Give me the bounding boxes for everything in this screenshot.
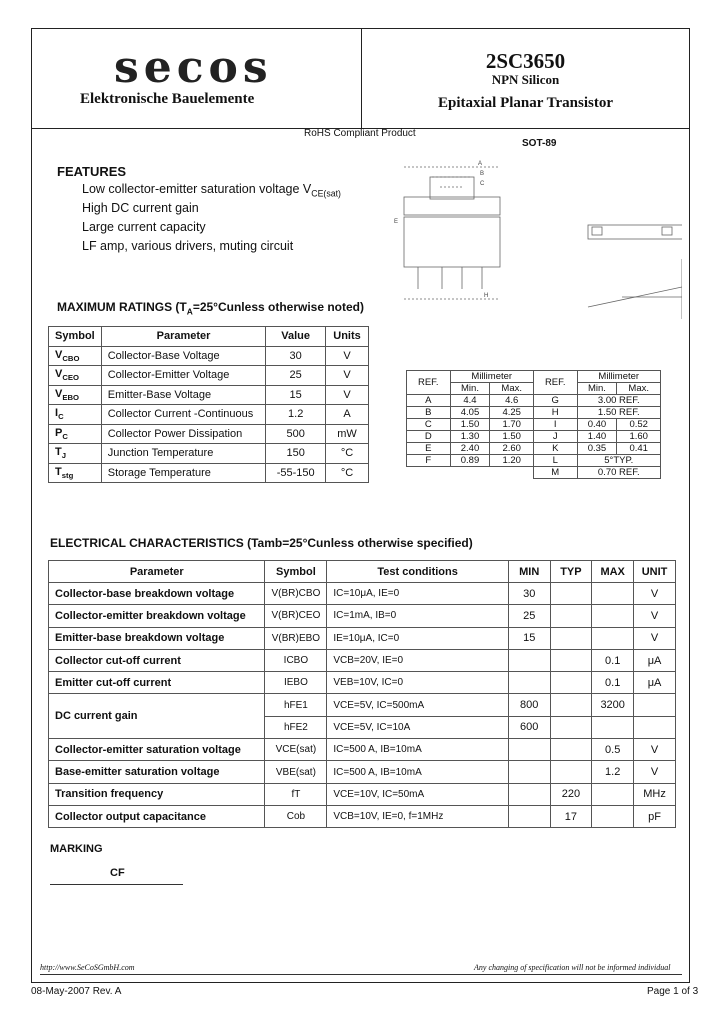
col-header-unit: UNIT	[634, 561, 676, 583]
typ-cell	[550, 627, 592, 649]
typ-cell: 17	[550, 805, 592, 827]
max-cell	[592, 583, 634, 605]
company-name: Elektronische Bauelemente	[80, 91, 255, 107]
datasheet-frame	[31, 28, 690, 983]
unit-cell: V	[634, 605, 676, 627]
max-cell: 1.2	[592, 761, 634, 783]
typ-cell	[550, 583, 592, 605]
ref-header: REF.	[407, 371, 451, 395]
condition-cell: IC=500 A, IB=10mA	[327, 761, 509, 783]
symbol-cell: V(BR)CBO	[265, 583, 327, 605]
value-cell: 3.00 REF.	[577, 395, 661, 407]
ref-cell: E	[407, 443, 451, 455]
symbol-cell: VCE(sat)	[265, 739, 327, 761]
table-row	[407, 431, 661, 443]
ref-header: REF.	[533, 371, 577, 395]
max-header: Max.	[490, 383, 534, 395]
header	[32, 29, 689, 129]
parameter-cell: Junction Temperature	[101, 444, 266, 464]
typ-cell	[550, 761, 592, 783]
marking-title: MARKING	[50, 843, 103, 855]
footer-divider	[40, 974, 682, 975]
unit-cell	[634, 694, 676, 716]
dimensions-table	[406, 370, 661, 479]
max-ratings-title: MAXIMUM RATINGS ($T_A=25^\circ Cunless$ otherwise noted)	[57, 300, 365, 317]
parameter-cell: Collector cut-off current	[49, 649, 265, 671]
max-cell: 1.70	[490, 419, 534, 431]
symbol-cell: VBE(sat)	[265, 761, 327, 783]
table-row	[49, 463, 369, 483]
unit-cell: V	[634, 761, 676, 783]
table-row	[49, 346, 369, 366]
condition-cell: IC=1mA, IB=0	[327, 605, 509, 627]
min-cell: 25	[508, 605, 550, 627]
secos-logo: secos	[114, 42, 273, 93]
max-cell	[592, 783, 634, 805]
max-ratings-table	[48, 326, 369, 483]
typ-cell	[550, 694, 592, 716]
symbol-cell: $V_{CBO}$	[49, 346, 102, 366]
symbol-cell: hFE2	[265, 716, 327, 738]
max-header: Max.	[617, 383, 661, 395]
min-cell	[508, 761, 550, 783]
ref-cell: D	[407, 431, 451, 443]
ref-cell: M	[533, 467, 577, 479]
condition-cell: VCB=20V, IE=0	[327, 649, 509, 671]
dim-letter-h: H	[484, 293, 489, 299]
ref-cell: K	[533, 443, 577, 455]
typ-cell: 220	[550, 783, 592, 805]
parameter-cell: DC current gain	[49, 694, 265, 739]
table-row	[49, 783, 676, 805]
max-cell: 1.20	[490, 455, 534, 467]
subtitle-type: NPN Silicon	[491, 72, 560, 87]
unit-cell: V	[634, 627, 676, 649]
parameter-cell: Collector Current -Continuous	[101, 405, 266, 425]
unit-cell: A	[326, 405, 369, 425]
max-cell: 0.1	[592, 672, 634, 694]
unit-cell	[634, 716, 676, 738]
condition-cell: VCE=5V, IC=500mA	[327, 694, 509, 716]
rohs-label: RoHS Compliant Product	[304, 128, 416, 139]
millimeter-header: Millimeter	[577, 371, 661, 383]
unit-cell: V	[326, 346, 369, 366]
unit-cell: V	[634, 583, 676, 605]
parameter-cell: Collector output capacitance	[49, 805, 265, 827]
feature-item: High DC current gain	[82, 201, 199, 215]
parameter-cell: Emitter cut-off current	[49, 672, 265, 694]
min-cell: 1.30	[450, 431, 490, 443]
unit-cell: mW	[326, 424, 369, 444]
ref-cell: I	[533, 419, 577, 431]
min-cell	[508, 805, 550, 827]
package-label: SOT-89	[522, 138, 557, 149]
max-cell: 1.60	[617, 431, 661, 443]
max-cell	[592, 627, 634, 649]
table-row	[407, 467, 661, 479]
feature-item: Low collector-emitter saturation voltage $V_{CE(sat)}$	[82, 182, 341, 199]
value-cell: 1.2	[266, 405, 326, 425]
min-cell	[508, 783, 550, 805]
col-header-units: Units	[326, 327, 369, 347]
parameter-cell: Collector-emitter breakdown voltage	[49, 605, 265, 627]
table-row	[49, 605, 676, 627]
ref-cell: F	[407, 455, 451, 467]
parameter-cell: Transition frequency	[49, 783, 265, 805]
max-cell	[592, 805, 634, 827]
parameter-cell: Collector-Base Voltage	[101, 346, 266, 366]
symbol-cell: fT	[265, 783, 327, 805]
symbol-cell: $I_C$	[49, 405, 102, 425]
symbol-cell: hFE1	[265, 694, 327, 716]
condition-cell: IC=500 A, IB=10mA	[327, 739, 509, 761]
max-cell	[592, 716, 634, 738]
max-cell: 0.5	[592, 739, 634, 761]
page-number: Page 1 of 3	[647, 986, 699, 997]
col-header-min: MIN	[508, 561, 550, 583]
col-header-parameter: Parameter	[49, 561, 265, 583]
value-cell: 500	[266, 424, 326, 444]
col-header-symbol: Symbol	[265, 561, 327, 583]
parameter-cell: Emitter-Base Voltage	[101, 385, 266, 405]
parameter-cell: Emitter-base breakdown voltage	[49, 627, 265, 649]
min-cell: 0.89	[450, 455, 490, 467]
max-cell: 4.25	[490, 407, 534, 419]
table-row	[407, 443, 661, 455]
table-row	[407, 395, 661, 407]
condition-cell: VCB=10V, IE=0, f=1MHz	[327, 805, 509, 827]
parameter-cell: Base-emitter saturation voltage	[49, 761, 265, 783]
feature-item: LF amp, various drivers, muting circuit	[82, 239, 294, 253]
col-header-conditions: Test conditions	[327, 561, 509, 583]
symbol-cell: $T_{stg}$	[49, 463, 102, 483]
typ-cell	[550, 716, 592, 738]
table-row	[407, 407, 661, 419]
max-cell: 2.60	[490, 443, 534, 455]
max-cell: 0.41	[617, 443, 661, 455]
unit-cell: °C	[326, 444, 369, 464]
max-cell	[592, 605, 634, 627]
typ-cell	[550, 605, 592, 627]
min-cell: 800	[508, 694, 550, 716]
symbol-cell: $T_J$	[49, 444, 102, 464]
part-number: 2SC3650	[485, 49, 566, 73]
ref-cell: L	[533, 455, 577, 467]
electrical-table	[48, 560, 676, 828]
unit-cell: V	[634, 739, 676, 761]
table-row	[49, 385, 369, 405]
col-header-parameter: Parameter	[101, 327, 266, 347]
table-row	[49, 627, 676, 649]
symbol-cell: $V_{EBO}$	[49, 385, 102, 405]
min-cell: 0.35	[577, 443, 617, 455]
dim-letter-b: B	[480, 171, 485, 177]
unit-cell: μA	[634, 672, 676, 694]
typ-cell	[550, 649, 592, 671]
max-cell: 4.6	[490, 395, 534, 407]
millimeter-header: Millimeter	[450, 371, 533, 383]
features-title: FEATURES	[57, 164, 127, 179]
symbol-cell: V(BR)EBO	[265, 627, 327, 649]
table-row	[49, 694, 676, 716]
parameter-cell: Collector-Emitter Voltage	[101, 366, 266, 386]
min-cell: 15	[508, 627, 550, 649]
electrical-title: ELECTRICAL CHARACTERISTICS (Tamb=25°Cunless otherwise specified)	[50, 536, 473, 550]
max-cell: 3200	[592, 694, 634, 716]
min-header: Min.	[450, 383, 490, 395]
table-row	[49, 444, 369, 464]
empty-cell	[407, 467, 534, 479]
symbol-cell: ICBO	[265, 649, 327, 671]
ref-cell: C	[407, 419, 451, 431]
unit-cell: °C	[326, 463, 369, 483]
typ-cell	[550, 739, 592, 761]
table-row	[49, 366, 369, 386]
min-cell: 2.40	[450, 443, 490, 455]
unit-cell: V	[326, 366, 369, 386]
table-row	[49, 424, 369, 444]
table-row	[49, 739, 676, 761]
table-row	[407, 455, 661, 467]
table-row	[49, 649, 676, 671]
table-row	[49, 583, 676, 605]
parameter-cell: Collector-emitter saturation voltage	[49, 739, 265, 761]
min-cell: 0.40	[577, 419, 617, 431]
ref-cell: A	[407, 395, 451, 407]
unit-cell: V	[326, 385, 369, 405]
col-header-typ: TYP	[550, 561, 592, 583]
header-brand	[32, 29, 362, 129]
min-cell	[508, 672, 550, 694]
condition-cell: IC=10μA, IE=0	[327, 583, 509, 605]
package-outline-drawing	[392, 159, 682, 319]
condition-cell: IE=10μA, IC=0	[327, 627, 509, 649]
unit-cell: pF	[634, 805, 676, 827]
min-header: Min.	[577, 383, 617, 395]
value-cell: 15	[266, 385, 326, 405]
ref-cell: H	[533, 407, 577, 419]
unit-cell: μA	[634, 649, 676, 671]
footer-url[interactable]: http://www.SeCoSGmbH.com	[40, 963, 135, 972]
condition-cell: VEB=10V, IC=0	[327, 672, 509, 694]
parameter-cell: Collector Power Dissipation	[101, 424, 266, 444]
symbol-cell: V(BR)CEO	[265, 605, 327, 627]
value-cell: 25	[266, 366, 326, 386]
dim-letter-e: E	[394, 219, 399, 225]
parameter-cell: Collector-base breakdown voltage	[49, 583, 265, 605]
revision-date: 08-May-2007 Rev. A	[31, 986, 122, 997]
table-row	[407, 419, 661, 431]
value-cell: 30	[266, 346, 326, 366]
min-cell: 30	[508, 583, 550, 605]
symbol-cell: $P_C$	[49, 424, 102, 444]
value-cell: -55-150	[266, 463, 326, 483]
feature-item: Large current capacity	[82, 220, 206, 234]
max-cell: 1.50	[490, 431, 534, 443]
unit-cell: MHz	[634, 783, 676, 805]
col-header-max: MAX	[592, 561, 634, 583]
value-cell: 1.50 REF.	[577, 407, 661, 419]
subtitle-description: Epitaxial Planar Transistor	[437, 95, 614, 111]
value-cell: 5°TYP.	[577, 455, 661, 467]
table-row	[49, 805, 676, 827]
parameter-cell: Storage Temperature	[101, 463, 266, 483]
condition-cell: VCE=5V, IC=10A	[327, 716, 509, 738]
min-cell	[508, 739, 550, 761]
marking-underline	[50, 884, 183, 885]
marking-code: CF	[110, 867, 125, 879]
symbol-cell: Cob	[265, 805, 327, 827]
table-row	[49, 761, 676, 783]
table-row	[49, 405, 369, 425]
min-cell: 600	[508, 716, 550, 738]
max-cell: 0.52	[617, 419, 661, 431]
dim-letter-a: A	[478, 161, 483, 167]
min-cell	[508, 649, 550, 671]
col-header-symbol: Symbol	[49, 327, 102, 347]
min-cell: 4.05	[450, 407, 490, 419]
min-cell: 4.4	[450, 395, 490, 407]
symbol-cell: $V_{CEO}$	[49, 366, 102, 386]
col-header-value: Value	[266, 327, 326, 347]
dim-letter-c: C	[480, 181, 485, 187]
min-cell: 1.40	[577, 431, 617, 443]
symbol-cell: IEBO	[265, 672, 327, 694]
value-cell: 150	[266, 444, 326, 464]
min-cell: 1.50	[450, 419, 490, 431]
ref-cell: G	[533, 395, 577, 407]
ref-cell: B	[407, 407, 451, 419]
footer-notice: Any changing of specification will not be informed individual	[474, 963, 671, 972]
condition-cell: VCE=10V, IC=50mA	[327, 783, 509, 805]
typ-cell	[550, 672, 592, 694]
table-row	[49, 672, 676, 694]
ref-cell: J	[533, 431, 577, 443]
value-cell: 0.70 REF.	[577, 467, 661, 479]
max-cell: 0.1	[592, 649, 634, 671]
